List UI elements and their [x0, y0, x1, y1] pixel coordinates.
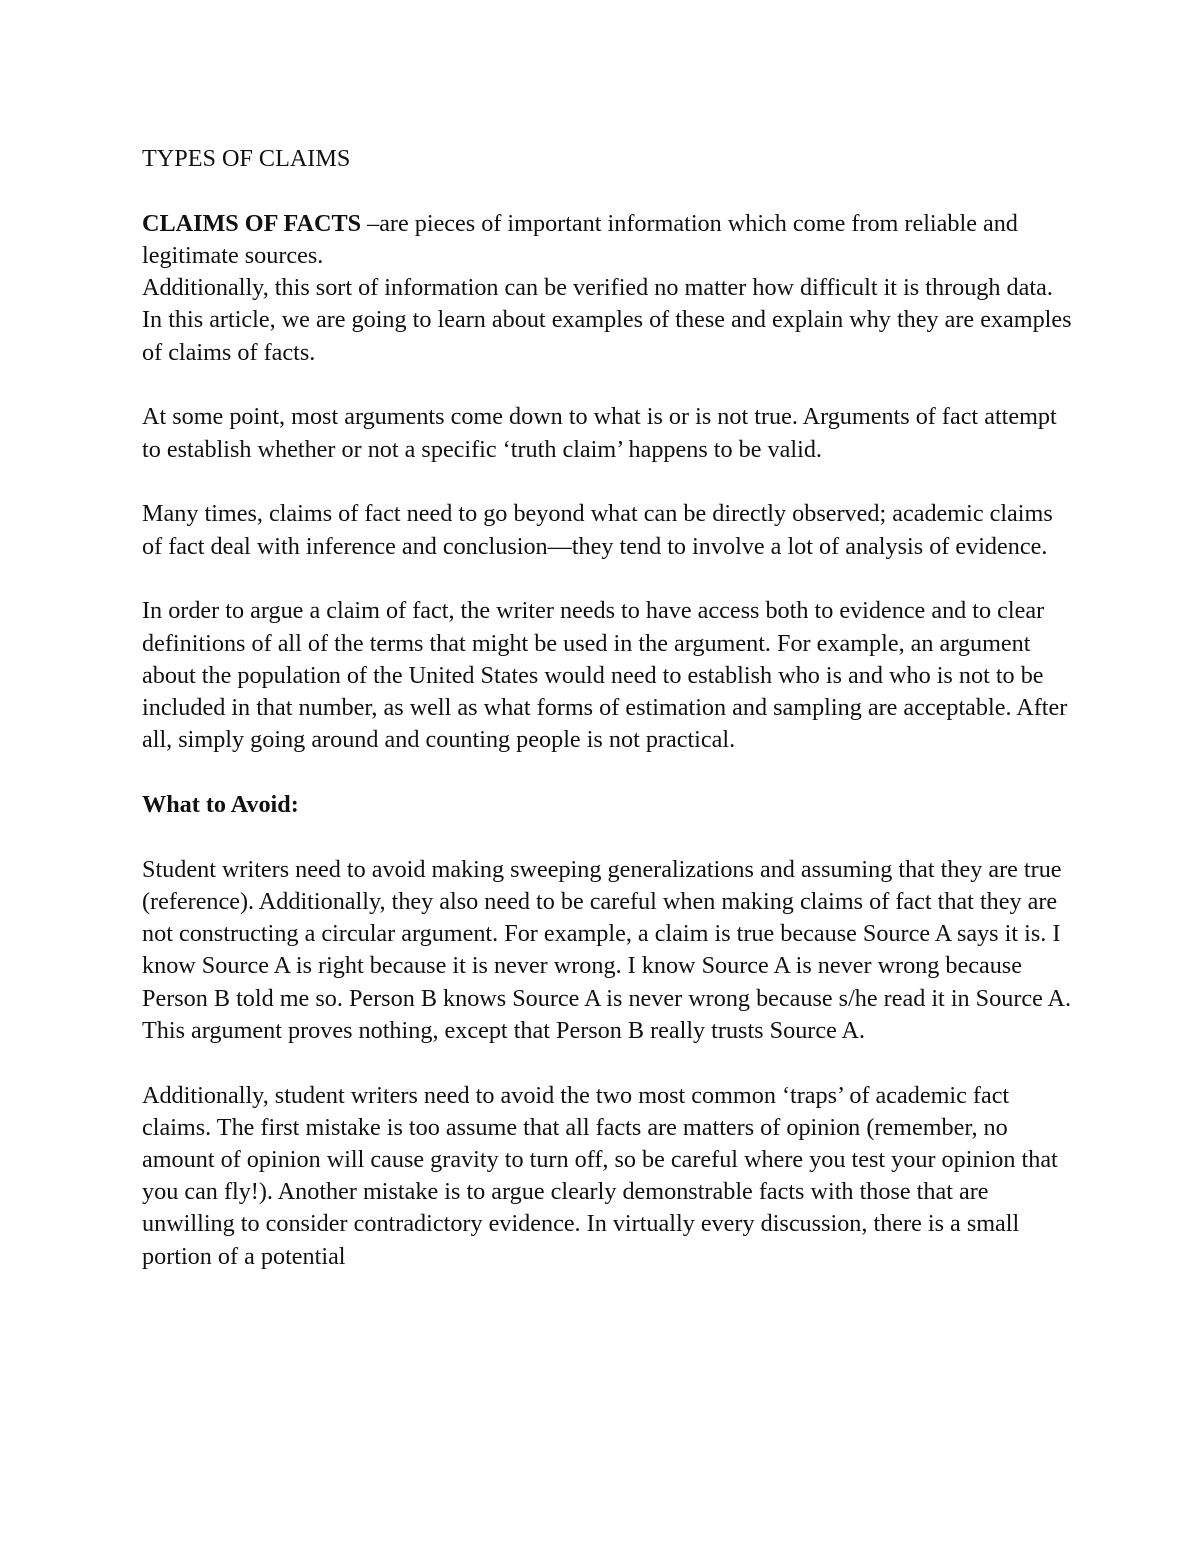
spacer — [142, 369, 1072, 402]
spacer — [142, 821, 1072, 854]
claims-of-facts-definition-text: –are pieces of important information which come from reliable and legitimate sources. — [142, 209, 1018, 269]
spacer — [142, 756, 1072, 789]
paragraph-argue-claim: In order to argue a claim of fact, the writer needs to have access both to evidence and to clear definitions of all of the terms that might be used in the argument. For example, an argument about the population of the United States would need to establish who is and who is not to be included in that number, as well as what forms of estimation and sampling are acceptable. After all, simply going around and counting people is not practical. — [142, 597, 1068, 754]
what-to-avoid-heading: What to Avoid: — [142, 791, 299, 819]
spacer — [142, 175, 1072, 208]
document-title: TYPES OF CLAIMS — [142, 145, 351, 172]
spacer — [142, 466, 1072, 499]
claims-of-facts-definition — [142, 208, 1072, 272]
spacer — [142, 1047, 1072, 1080]
document-body — [142, 143, 1072, 1273]
paragraph-inference: Many times, claims of fact need to go beyond what can be directly observed; academic claims of fact deal with inference and conclusion—they tend to involve a lot of analysis of evidence. — [142, 500, 1053, 560]
paragraph-circular-argument: Student writers need to avoid making sweeping generalizations and assuming that they are true (reference). Additionally, they also need to be careful when making claims of fact that they are not constructing a circular argument. For example, a claim is true because Source A says it is. I know Source A is right because it is never wrong. I know Source A is never wrong because Person B told me so. Person B knows Source A is never wrong because s/he read it in Source A. This argument proves nothing, except that Person B really trusts Source A. — [142, 855, 1072, 1044]
claims-of-facts-heading: CLAIMS OF FACTS — [142, 209, 362, 237]
spacer — [142, 563, 1072, 596]
paragraph-common-traps: Additionally, student writers need to avoid the two most common ‘traps’ of academic fact claims. The first mistake is too assume that all facts are matters of opinion (remember, no amount of opinion will cause gravity to turn off, so be careful where you test your opinion that you can fly!). Another mistake is to argue clearly demonstrable facts with those that are unwilling to consider contradictory evidence. In virtually every discussion, there is a small portion of a potential — [142, 1081, 1058, 1270]
paragraph-truth-claim: At some point, most arguments come down to what is or is not true. Arguments of fact attempt to establish whether or not a specific ‘truth claim’ happens to be valid. — [142, 403, 1057, 463]
paragraph-verification: Additionally, this sort of information can be verified no matter how difficult it is through data. In this article, we are going to learn about examples of these and explain why they are examples of claims of facts. — [142, 274, 1072, 366]
